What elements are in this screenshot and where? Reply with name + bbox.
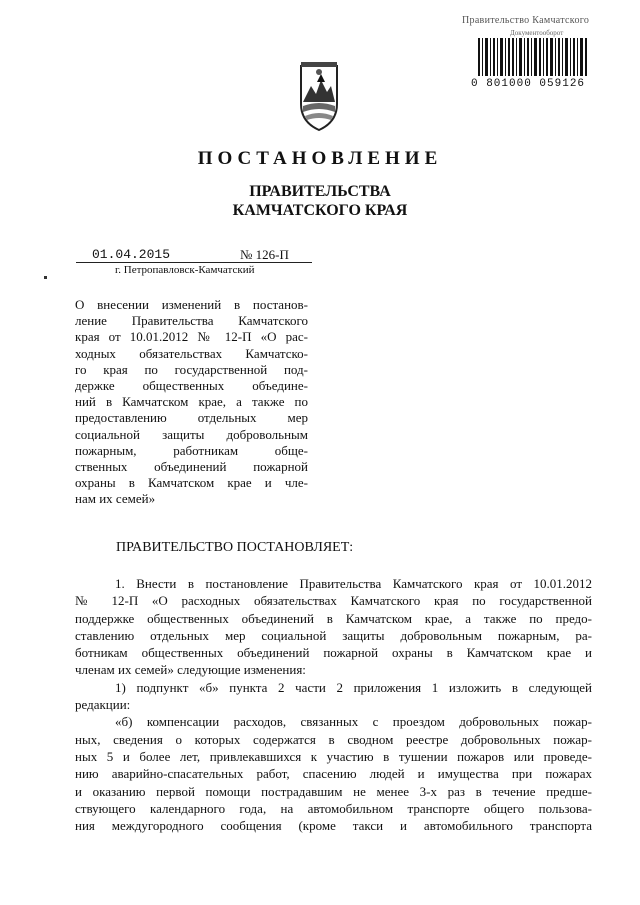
body-line: 1) подпункт «б» пункта 2 части 2 приложения 1 изложить в следующей [115,679,592,695]
preamble-line: держке общественных объедине- [75,378,308,394]
body-line: «б) компенсации расходов, связанных с проездом добровольных пожар- [115,714,592,730]
issuer-line-2: КАМЧАТСКОГО КРАЯ [232,202,408,219]
body-line: редакции: [75,697,131,713]
preamble-line: края от 10.01.2012 № 12-П «О рас- [75,329,308,345]
body-line: и оказанию первой помощи пострадавшим не менее 3-х раз в течение предше- [75,783,592,799]
preamble-line: ний в Камчатском крае, а также по [75,394,308,410]
body-line: № 12-П «О расходных обязательствах Камчатского края по государственной [75,593,592,609]
body-line: членам их семей» следующие изменения: [75,662,306,678]
body-line: ных 5 и более лет, привлекавшихся к участию в тушении пожаров или проведе- [75,748,592,764]
body-line: поддержке общественных объединений в Камчатском крае, а также по предо- [75,610,592,626]
preamble-line: ходных обязательствах Камчатско- [75,345,308,361]
barcode-number: 0 801000 059126 [471,78,586,90]
preamble-line: О внесении изменений в постанов- [75,297,308,312]
preamble-line: го края по государственной под- [75,361,308,377]
preamble-line: предоставлению отдельных мер [75,410,308,426]
preamble-line: нам их семей» [75,491,156,507]
date-underline [76,262,312,263]
decree-heading: ПРАВИТЕЛЬСТВО ПОСТАНОВЛЯЕТ: [116,540,354,555]
preamble-line: ление Правительства Камчатского [75,313,308,329]
preamble-block [75,297,308,508]
document-number: № 126-П [240,247,289,262]
body-line: ствующего календарного года, на автомобильном транспорте общего пользова- [75,800,592,816]
body-line: ставлению отдельных мер социальной защиты добровольным пожарным, ра- [75,627,592,643]
registry-stamp-org: Правительство Камчатского [462,15,590,26]
body-line: ных, сведения о которых содержатся в сводном реестре добровольных пожар- [75,731,592,747]
margin-mark [44,276,47,279]
document-date: 01.04.2015 [92,247,171,262]
registry-stamp-sub: Документооборот [510,29,564,37]
body-line: ботникам общественных объединений пожарной охраны в Камчатском крае и [75,645,592,661]
body-line: нию аварийно-спасательных работ, спасению людей и имущества при пожарах [75,766,592,782]
preamble-line: охраны в Камчатском крае и чле- [75,475,308,491]
document-title: ПОСТАНОВЛЕНИЕ [197,148,443,169]
preamble-line: пожарным, работникам обще- [75,442,308,458]
coat-of-arms-icon [297,60,341,132]
document-city: г. Петропавловск-Камчатский [115,264,255,276]
preamble-line: ственных объединений пожарной [75,459,308,475]
body-line: ния междугородного сообщения (кроме такси и автомобильного транспорта [75,818,592,834]
preamble-line: социальной защиты добровольным [75,426,308,442]
body-line: 1. Внести в постановление Правительства Камчатского края от 10.01.2012 [115,576,592,591]
barcode-icon [478,38,588,76]
body-text [75,575,592,834]
issuer-line-1: ПРАВИТЕЛЬСТВА [249,183,391,200]
